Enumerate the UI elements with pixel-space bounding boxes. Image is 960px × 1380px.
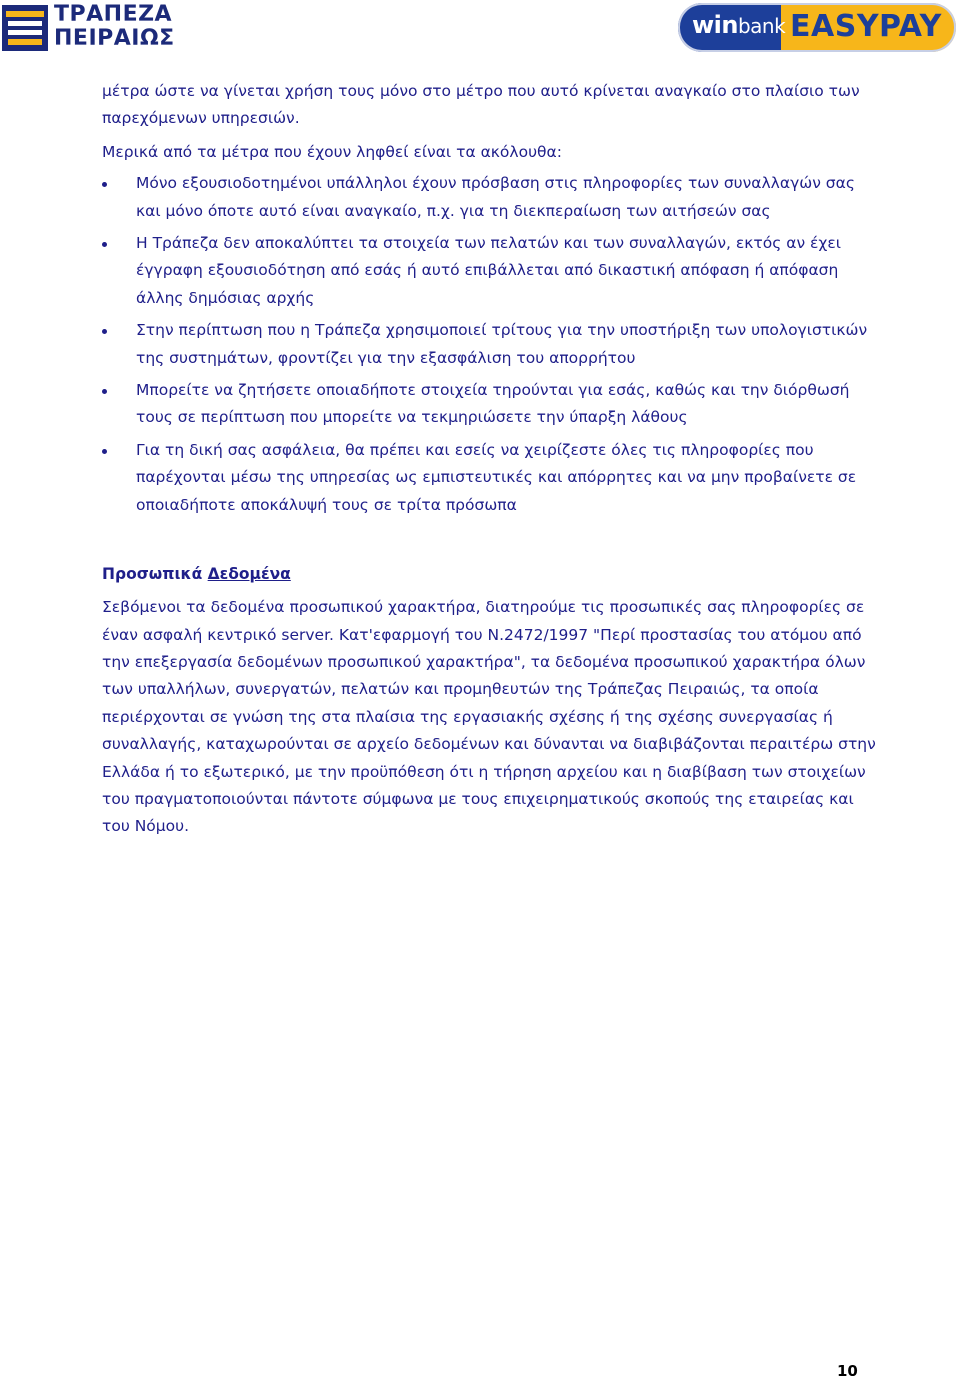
section-title-personal-data bbox=[102, 561, 882, 588]
list-item bbox=[102, 377, 882, 432]
measures-list bbox=[102, 170, 882, 519]
bullet-icon bbox=[102, 242, 107, 247]
bank-logo-line2: ΠΕΙΡΑΙΩΣ bbox=[54, 26, 175, 51]
winbank-win-text: win bbox=[692, 11, 738, 39]
list-item-text: Για τη δική σας ασφάλεια, θα πρέπει και εσείς να χειρίζεστε όλες τις πληροφορίες που παρέχονται μέσω της υπηρεσίας ως εμπιστευτικές και απόρρητες και να μην προβαίνετε σε οποιαδήποτε αποκάλυψή τους σε τρίτα πρόσωπα bbox=[136, 440, 857, 514]
list-item bbox=[102, 437, 882, 519]
list-item bbox=[102, 317, 882, 372]
bullet-icon bbox=[102, 449, 107, 454]
section-title-part1: Προσωπικά bbox=[102, 565, 208, 584]
winbank-bank-text: bank bbox=[737, 14, 786, 38]
list-item-text: Μπορείτε να ζητήσετε οποιαδήποτε στοιχεία τηρούνται για εσάς, καθώς και την διόρθωσή τους σε περίπτωση που μπορείτε να τεκμηριώσετε την ύπαρξη λάθους bbox=[136, 381, 850, 427]
list-item bbox=[102, 170, 882, 225]
list-item-text: Μόνο εξουσιοδοτημένοι υπάλληλοι έχουν πρόσβαση στις πληροφορίες των συναλλαγών σας και μόνο όποτε αυτό είναι αναγκαίο, π.χ. για τη διεκπεραίωση των αιτήσεών σας bbox=[136, 174, 855, 220]
bullet-icon bbox=[102, 329, 107, 334]
intro-paragraph: μέτρα ώστε να γίνεται χρήση τους μόνο στο μέτρο που αυτό κρίνεται αναγκαίο στο πλαίσιο των παρεχόμενων υπηρεσιών. bbox=[102, 82, 860, 128]
list-item bbox=[102, 230, 882, 312]
personal-data-paragraph: Σεβόμενοι τα δεδομένα προσωπικού χαρακτήρα, διατηρούμε τις προσωπικές σας πληροφορίες σε έναν ασφαλή κεντρικό server. Κατ'εφαρμογή του Ν.2472/1997 "Περί προστασίας του ατόμου από την επεξεργασία δεδομένων προσωπικού χαρακτήρα", τα δεδομένα προσωπικού χαρακτήρα όλων των υπαλλήλων, συνεργατών, πελατών και προμηθευτών της Τράπεζας Πειραιώς, τα οποία περιέρχονται σε γνώση της στα πλαίσια της εργασιακής σχέσης ή της σχέσης συνεργασίας ή συναλλαγής, καταχωρούνται σε αρχείο δεδομένων και δύνανται να διαβιβάζονται περαιτέρω στην Ελλάδα ή το εξωτερικό, με την προϋπόθεση ότι η τήρηση αρχείου και η διαβίβαση των στοιχείων του πραγματοποιούνται πάντοτε σύμφωνα με τους επιχειρηματικούς σκοπούς της εταιρείας και του Νόμου. bbox=[102, 598, 876, 836]
bullet-icon bbox=[102, 389, 107, 394]
bullet-icon bbox=[102, 182, 107, 187]
piraeus-emblem-icon bbox=[2, 5, 48, 51]
list-item-text: Η Τράπεζα δεν αποκαλύπτει τα στοιχεία των πελατών και των συναλλαγών, εκτός αν έχει έγγραφη εξουσιοδότηση από εσάς ή αυτό επιβάλλεται από δικαστική απόφαση ή απόφαση άλλης δημόσιας αρχής bbox=[136, 234, 841, 307]
easypay-text: EASYPAY bbox=[790, 9, 942, 44]
winbank-easypay-logo bbox=[678, 3, 956, 52]
section-title-part2: Δεδομένα bbox=[207, 565, 291, 584]
document-body bbox=[102, 78, 882, 841]
piraeus-bank-logo bbox=[2, 3, 174, 53]
list-item-text: Στην περίπτωση που η Τράπεζα χρησιμοποιεί τρίτους για την υποστήριξη των υπολογιστικών της συστημάτων, φροντίζει για την εξασφάλιση του απορρήτου bbox=[136, 321, 868, 367]
bank-logo-line1: ΤΡΑΠΕΖΑ bbox=[54, 2, 173, 27]
page-number: 10 bbox=[837, 1362, 858, 1380]
measures-lead: Μερικά από τα μέτρα που έχουν ληφθεί είναι τα ακόλουθα: bbox=[102, 142, 562, 161]
